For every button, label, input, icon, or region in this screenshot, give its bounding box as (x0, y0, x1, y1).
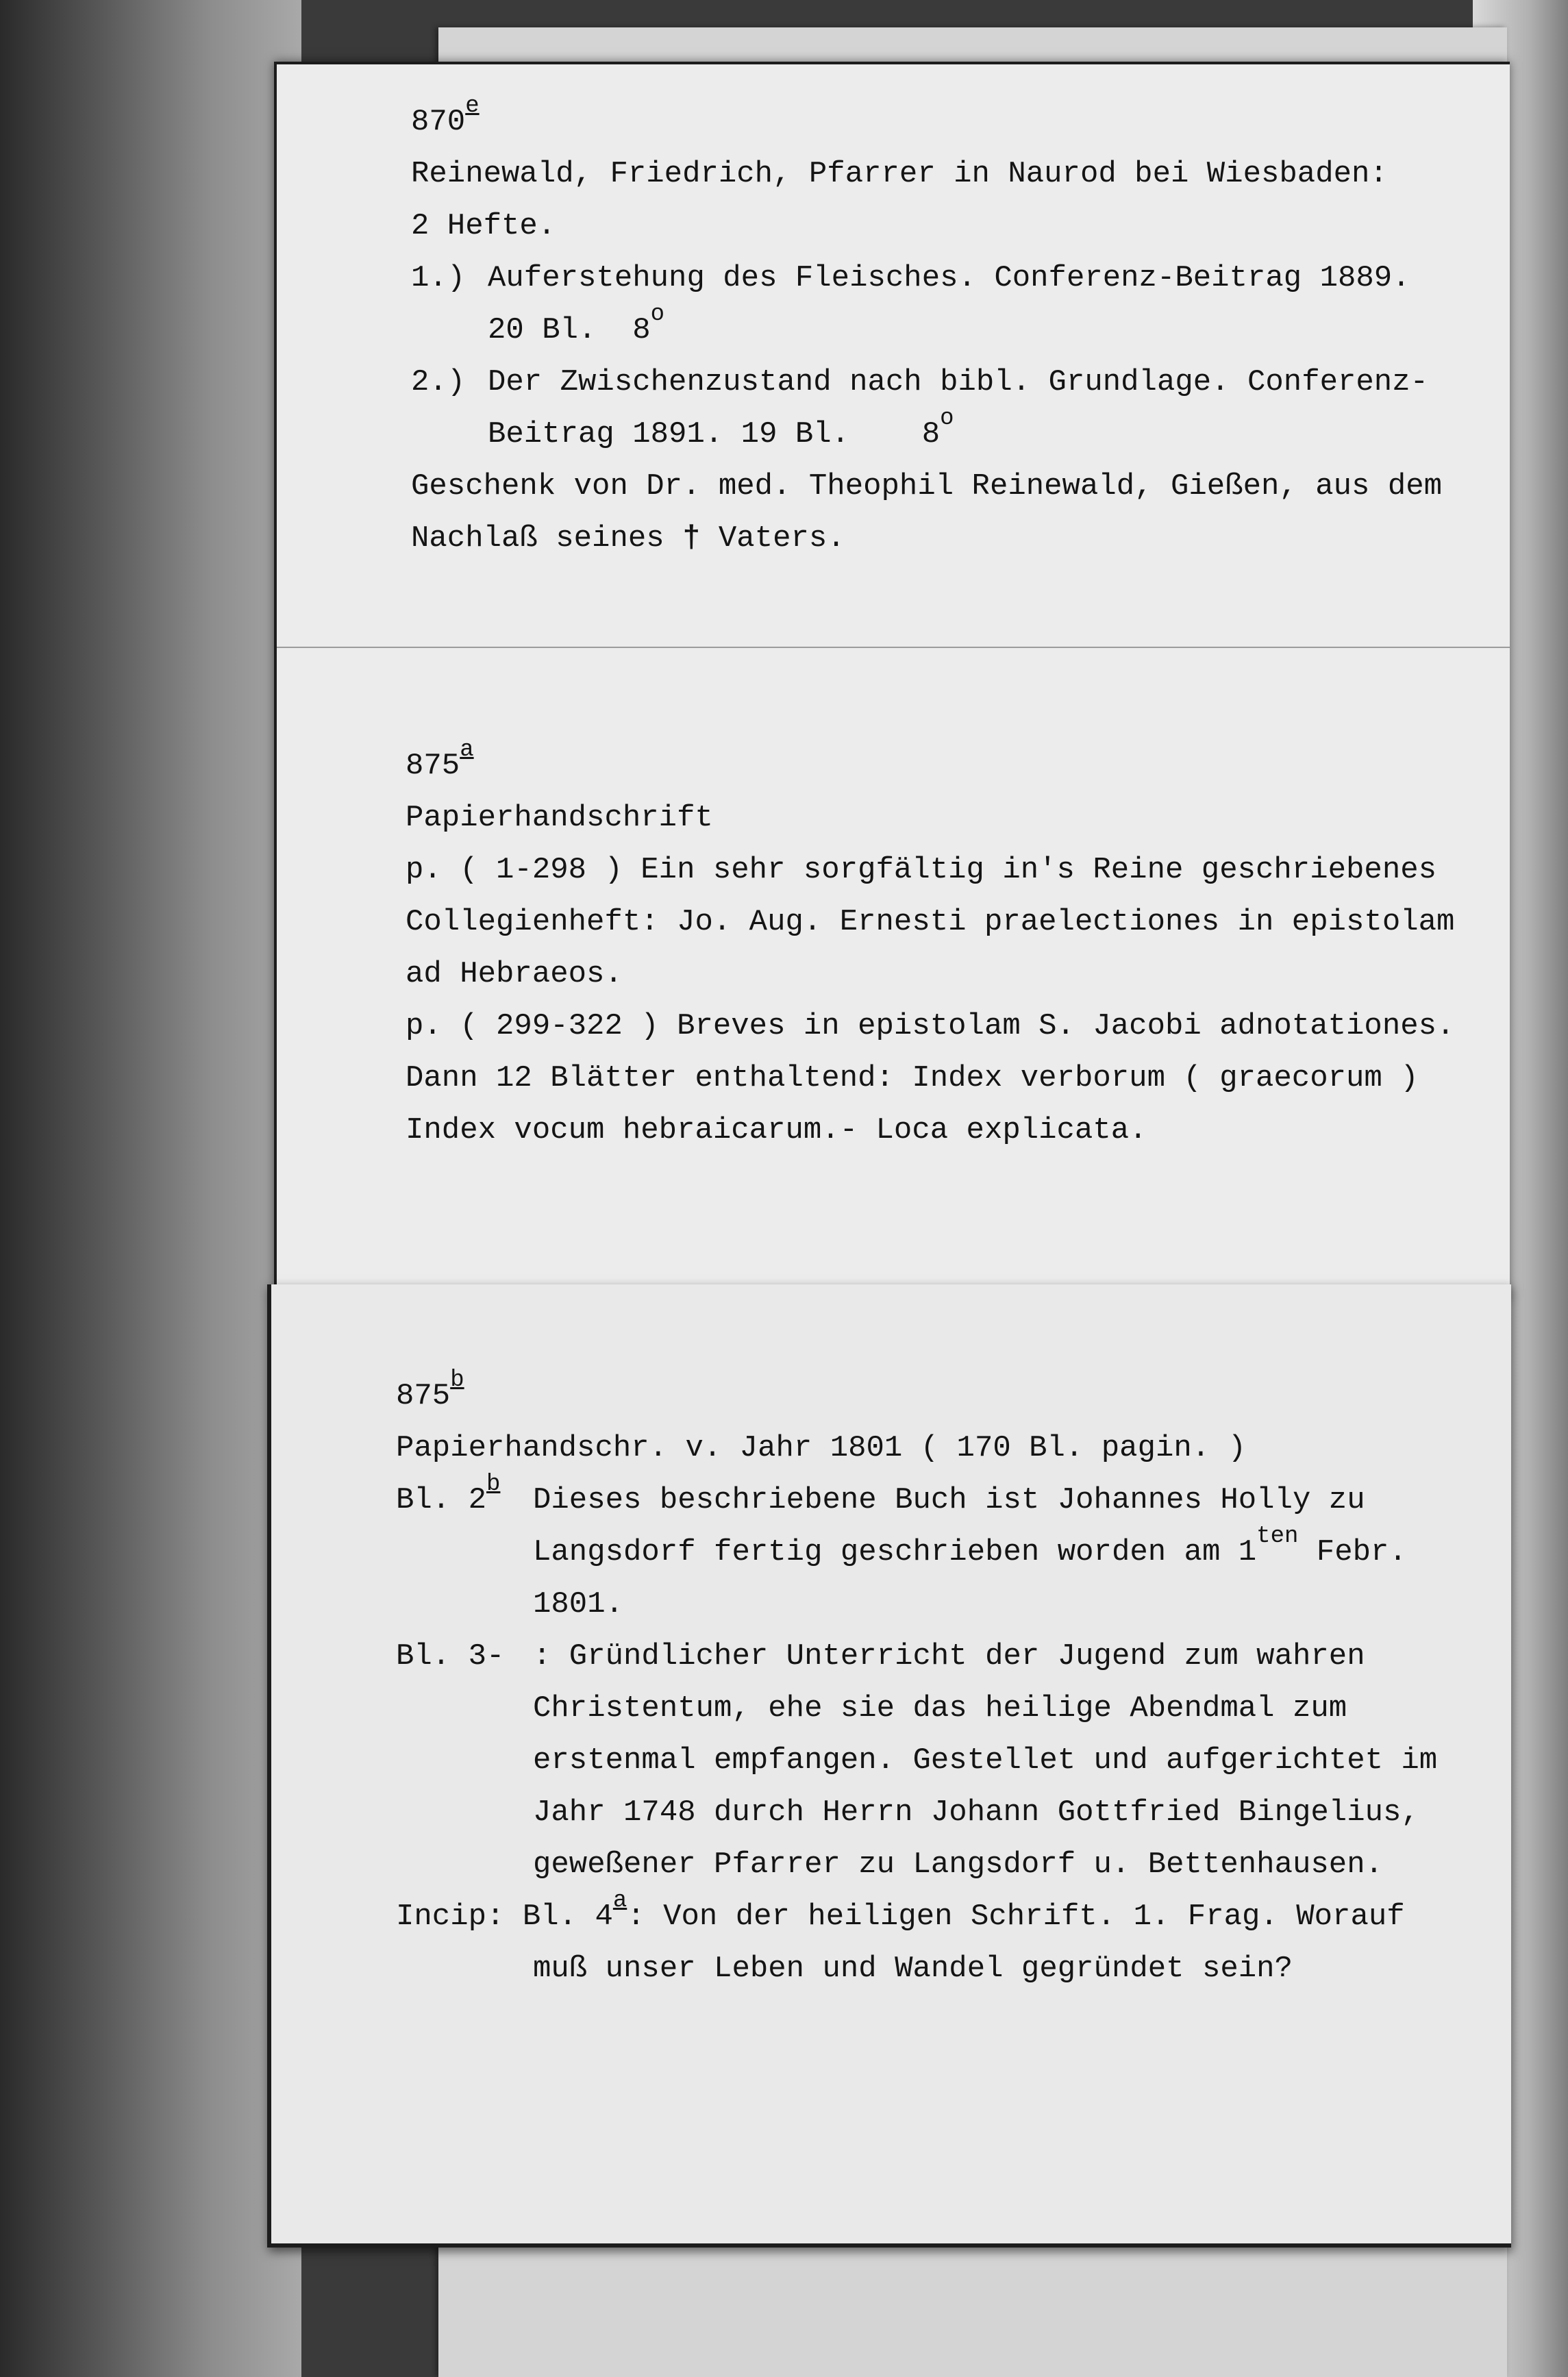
entry-author: Reinewald, Friedrich, Pfarrer in Naurod bei Wiesbaden: (411, 157, 1388, 191)
entry-item-2: 2.) Der Zwischenzustand nach bibl. Grundlage. Conferenz- (411, 365, 1429, 399)
entry-number: 875$^a$ (406, 737, 474, 783)
entry-number: 875$^b$ (396, 1367, 464, 1413)
entry-bl3-line-5: geweßener Pfarrer zu Langsdorf u. Bettenhausen. (533, 1847, 1384, 1882)
entry-type: Papierhandschr. v. Jahr 1801 ( 170 Bl. pagin. ) (396, 1431, 1247, 1465)
entry-line: p. ( 1-298 ) Ein sehr sorgfältig in's Reine geschriebenes (406, 853, 1437, 887)
dark-background-left (0, 0, 301, 2377)
entry-bl3-line-3: erstenmal empfangen. Gestellet und aufgerichtet im (533, 1743, 1438, 1778)
entry-type: Papierhandschrift (406, 801, 713, 835)
entry-item-2-cont: Beitrag 1891. 19 Bl. 8$^o$ (488, 406, 954, 451)
entry-875a (406, 737, 1455, 1156)
entry-item-1-extent: 20 Bl. 8$^o$ (488, 301, 665, 347)
entry-hefte: 2 Hefte. (411, 209, 556, 243)
entry-bl3-line-1: Bl. 3- : Gründlicher Unterricht der Jugend zum wahren (396, 1639, 1365, 1673)
entry-line: ad Hebraeos. (406, 957, 623, 991)
entry-bl3-line-2: Christentum, ehe sie das heilige Abendmal zum (533, 1691, 1347, 1726)
fold-line (277, 647, 1510, 648)
entry-bl2-line-2: Langsdorf fertig geschrieben worden am $1^{ten}$ Febr. (533, 1523, 1407, 1569)
entry-incip-line-1: Incip: Bl. 4$^a$: Von der heiligen Schrift. 1. Frag. Worauf (396, 1888, 1405, 1934)
entry-item-1: 1.) Auferstehung des Fleisches. Conferenz-Beitrag 1889. (411, 261, 1410, 295)
entry-875b (396, 1367, 1438, 1995)
entry-gift-line-2: Nachlaß seines † Vaters. (411, 521, 845, 556)
entry-bl2-line-1: Bl. 2$^b$ Dieses beschriebene Buch ist Johannes Holly zu (396, 1471, 1365, 1517)
entry-870e (411, 93, 1443, 564)
entry-line: Collegienheft: Jo. Aug. Ernesti praelectiones in epistolam (406, 905, 1455, 939)
entry-bl2-line-3: 1801. (533, 1587, 624, 1621)
entry-line: Dann 12 Blätter enthaltend: Index verborum ( graecorum ) (406, 1061, 1419, 1095)
cross-icon: † (682, 521, 701, 556)
entry-number: 870e (411, 93, 480, 139)
entry-line: Index vocum hebraicarum.- Loca explicata. (406, 1113, 1147, 1147)
entry-line: p. ( 299-322 ) Breves in epistolam S. Jacobi adnotationes. (406, 1009, 1455, 1043)
entry-bl3-line-4: Jahr 1748 durch Herrn Johann Gottfried Bingelius, (533, 1795, 1419, 1830)
entry-gift-line-1: Geschenk von Dr. med. Theophil Reinewald, Gießen, aus dem (411, 469, 1443, 503)
entry-incip-line-2: muß unser Leben und Wandel gegründet sein? (533, 1952, 1293, 1986)
